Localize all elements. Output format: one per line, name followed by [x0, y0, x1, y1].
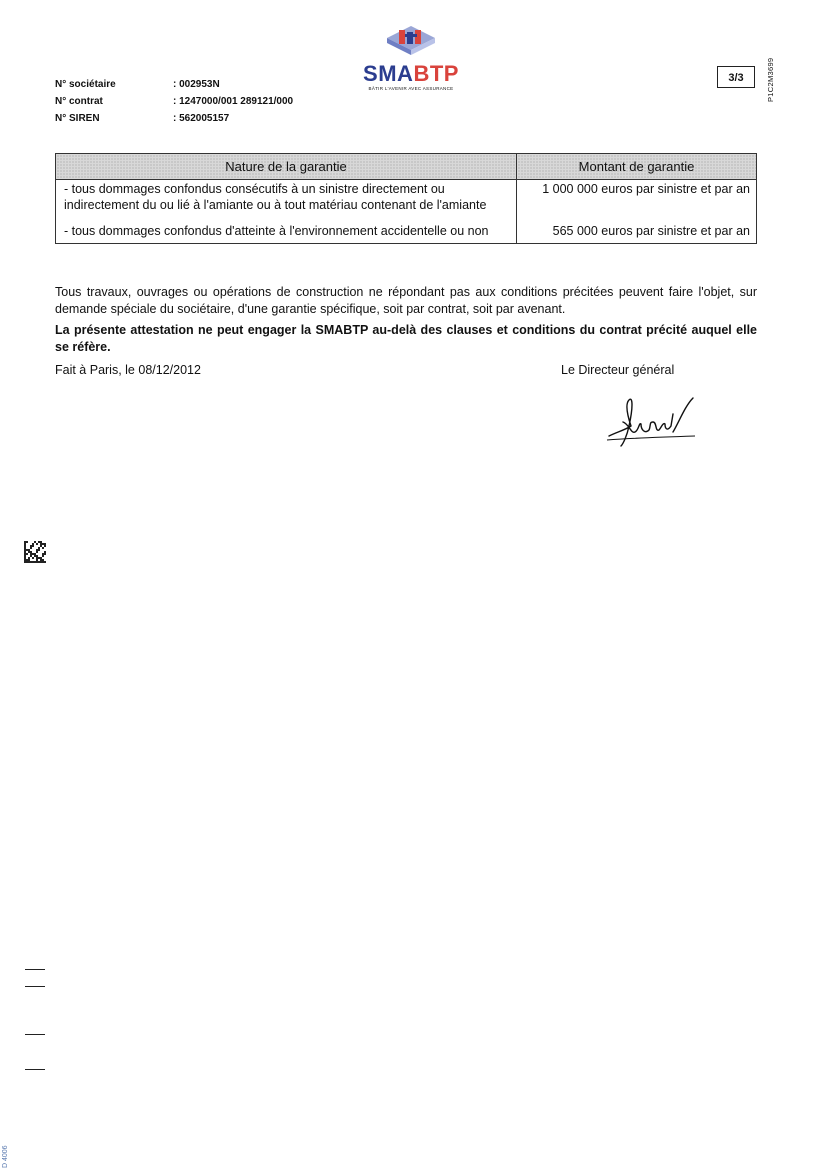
place-date: Fait à Paris, le 08/12/2012 [55, 363, 201, 377]
table-row [56, 217, 757, 244]
logo-wordmark: SMABTP [363, 61, 459, 86]
page-number: 3/3 [717, 66, 755, 88]
smabtp-logo [356, 24, 466, 91]
margin-mark [25, 969, 45, 970]
identification-block [55, 76, 293, 127]
field-contrat [55, 93, 293, 110]
logo-tagline: BÂTIR L'AVENIR AVEC ASSURANCE [368, 86, 454, 91]
field-value: : 1247000/001 289121/000 [173, 96, 294, 107]
field-value: : 562005157 [173, 113, 230, 124]
margin-mark [25, 1069, 45, 1070]
header-amount: Montant de garantie [517, 154, 757, 180]
cell-amount: 1 000 000 euros par sinistre et par an [517, 180, 757, 218]
header-nature: Nature de la garantie [56, 154, 517, 180]
table-header-row [56, 154, 757, 180]
cell-nature: - tous dommages confondus consécutifs à un sinistre directement ou indirectement du ou lié à l'amiante ou à tout matériau contenant de l'amiante [56, 180, 517, 218]
disclaimer-paragraph: La présente attestation ne peut engager la SMABTP au-delà des clauses et conditions du contrat précité auquel elle se réfère. [55, 323, 757, 354]
handwritten-signature [603, 392, 703, 452]
field-label: N° SIREN [55, 113, 100, 124]
field-siren [55, 110, 293, 127]
cell-nature: - tous dommages confondus d'atteinte à l'environnement accidentelle ou non [56, 217, 517, 244]
table-row [56, 180, 757, 218]
field-societaire [55, 76, 293, 93]
field-label: N° sociétaire [55, 79, 116, 90]
conditions-paragraph: Tous travaux, ouvrages ou opérations de construction ne répondant pas aux conditions précitées peuvent faire l'objet, sur demande spéciale du sociétaire, d'une garantie spécifique, soit par contrat, soit par avenant. [55, 285, 757, 316]
logo-emblem-icon [383, 24, 439, 56]
field-label: N° contrat [55, 96, 103, 107]
signatory-title: Le Directeur général [561, 363, 675, 377]
guarantee-table [55, 153, 757, 244]
field-value: : 002953N [173, 79, 220, 90]
footer-code: D 4006 [2, 1145, 9, 1168]
margin-mark [25, 1034, 45, 1035]
margin-mark [25, 986, 45, 987]
datamatrix-code-icon [24, 541, 46, 563]
cell-amount: 565 000 euros par sinistre et par an [517, 217, 757, 244]
side-reference-code: P1C2M3699 [766, 57, 775, 102]
